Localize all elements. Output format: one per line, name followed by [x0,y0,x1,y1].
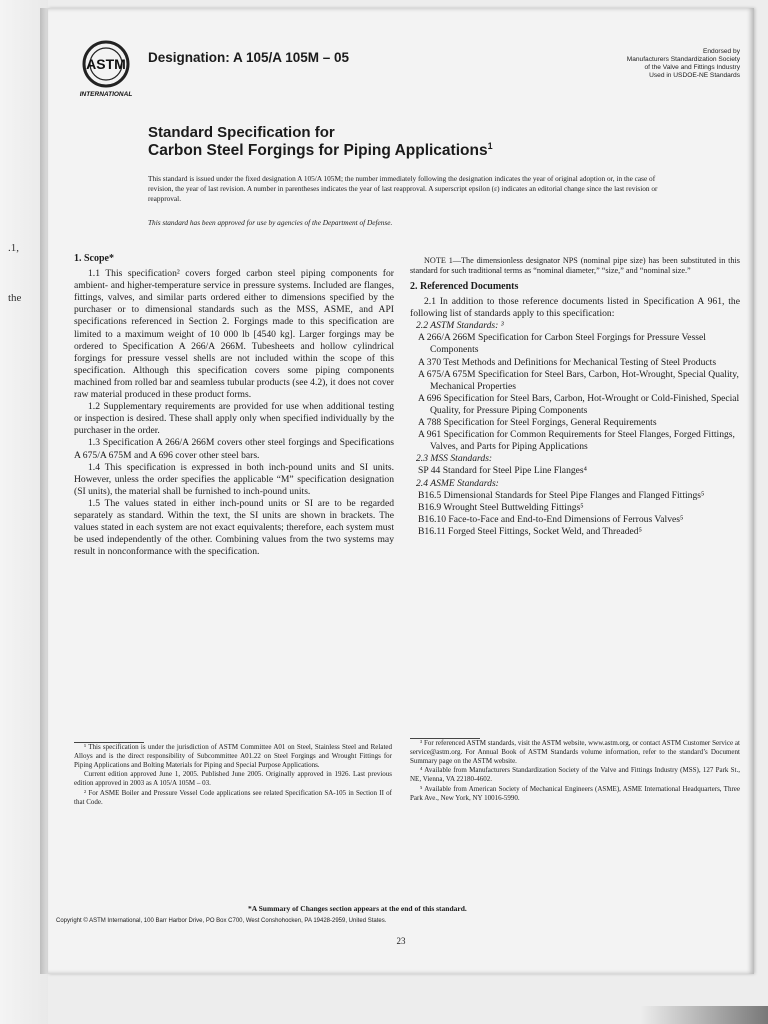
paragraph: 1.3 Specification A 266/A 266M covers other steel forgings and Specifications A 675/A 675M and A 696 cover other steel bars. [74,437,394,461]
dod-approval-notice: This standard has been approved for use by agencies of the Department of Defense. [148,218,393,227]
reference-item: A 961 Specification for Common Requirements for Steel Flanges, Forged Fittings, Valves, and Parts for Piping Applications [418,429,735,453]
designation: Designation: A 105/A 105M – 05 [148,50,350,65]
scanner-edge-shadow [640,1006,768,1024]
subheading-astm: 2.2 ASTM Standards: ³ [416,320,504,332]
document-page [48,8,754,974]
footnote: ² For ASME Boiler and Pressure Vessel Code applications see related Specification SA-105 in Section II of that Code. [74,788,392,806]
reference-item: B16.5 Dimensional Standards for Steel Pipe Flanges and Flanged Fittings⁵ [418,489,705,501]
paragraph: 2.1 In addition to those reference documents listed in Specification A 961, the following list of standards apply to this specification: [410,296,740,320]
document-title: Carbon Steel Forgings for Piping Applications$^1$ [148,141,493,160]
subheading-mss: 2.3 MSS Standards: [416,453,493,465]
reference-item: SP 44 Standard for Steel Pipe Line Flanges⁴ [418,465,587,477]
paragraph: 1.1 This specification² covers forged carbon steel piping components for ambient- and higher-temperature service in pressure systems. Included are flanges, fittings, valves, and similar parts ordered either to dimensions specified by the purchaser or to dimensional standards such as the MSS, ASME, and API specifications referenced in Section 2. Forgings made to this specification are limited to a maximum weight of 10 000 lb [4540 kg]. Larger forgings may be ordered to Specification A 266/A 266M. Tubesheets and hollow cylindrical forgings for pressure vessel shells are not included within the scope of this specification. Although this specification covers some piping components machined from rolled bar and seamless tubular products (see 4.2), it does not cover raw material produced in these product forms. [74,268,394,401]
paragraph: 1.5 The values stated in either inch-pound units or SI are to be regarded separately as standard. Within the text, the SI units are shown in brackets. The values stated in each system are not exact equivalents; therefore, each system must be used independently of the other. Combining values from the two systems may result in nonconformance with the specification. [74,497,394,558]
reference-item: A 696 Specification for Steel Bars, Carbon, Hot-Wrought or Cold-Finished, Special Quality, for Pressure Piping Components [418,392,740,416]
margin-note: the [8,292,22,304]
reference-item: A 266/A 266M Specification for Carbon Steel Forgings for Pressure Vessel Components [418,332,706,356]
summary-notice: *A Summary of Changes section appears at the end of this standard. [248,904,467,913]
section-heading-references: 2. Referenced Documents [410,281,519,292]
reference-item: A 675/A 675M Specification for Steel Bars, Carbon, Hot-Wrought, Special Quality, Mechanical Properties [418,368,739,392]
section-heading-scope: 1. Scope* [74,253,114,264]
page-number: 23 [396,936,406,946]
paragraph: 1.2 Supplementary requirements are provided for use when additional testing or inspection is desired. These shall apply only when specified individually by the purchaser in the order. [74,401,394,437]
footnotes-left [74,742,392,808]
logo-text: ASTM [86,56,126,72]
reference-item: B16.10 Face-to-Face and End-to-End Dimensions of Ferrous Valves⁵ [418,513,684,525]
margin-note: .1, [8,242,19,254]
footnote: ⁵ Available from American Society of Mechanical Engineers (ASME), ASME International Headquarters, Three Park Ave., New York, NY 10016-5990. [410,784,740,802]
footnote: Current edition approved June 1, 2005. Published June 2005. Originally approved in 1926. Last previous edition approved in 2003 as A 105/A 105M – 03. [74,770,392,788]
subheading-asme: 2.4 ASME Standards: [416,477,499,489]
right-column [410,256,740,538]
issuance-notice: This standard is issued under the fixed designation A 105/A 105M; the number immediately following the designation indicates the year of original adoption or, in the case of revision, the year of last revision. A number in parentheses indicates the year of last reapproval. A superscript epsilon (ε) indicates an editorial change since the last revision or reapproval. [148,174,658,203]
footnotes-right [410,738,740,804]
footnote: ⁴ Available from Manufacturers Standardization Society of the Valve and Fittings Industry (MSS), 127 Park St., NE, Vienna, VA 22180-4602. [410,766,740,784]
logo-subtext: INTERNATIONAL [79,91,133,98]
copyright: Copyright © ASTM International, 100 Barr Harbor Drive, PO Box C700, West Conshohocken, PA 19428-2959, United States. [56,918,387,924]
footnote: ³ For referenced ASTM standards, visit the ASTM website, www.astm.org, or contact ASTM Customer Service at service@astm.org. For Annual Book of ASTM Standards volume information, refer to the standard’s Document Summary page on the ASTM website. [410,739,740,765]
reference-item: A 370 Test Methods and Definitions for Mechanical Testing of Steel Products [418,356,717,368]
reference-item: B16.11 Forged Steel Fittings, Socket Weld, and Threaded⁵ [418,525,642,537]
reference-item: B16.9 Wrought Steel Buttwelding Fittings⁵ [418,501,584,513]
title-line-1: Standard Specification for [148,124,335,141]
paragraph: 1.4 This specification is expressed in both inch-pound units and SI units. However, unless the order specifies the applicable “M” specification designation (SI units), the material shall be furnished to inch-pound units. [74,461,394,497]
endorsement: Endorsed by Manufacturers Standardization Society of the Valve and Fittings Industry Used in USDOE-NE Standards [626,48,740,79]
footnote: ¹ This specification is under the jurisdiction of ASTM Committee A01 on Steel, Stainless Steel and Related Alloys and is the direct responsibility of Subcommittee A01.22 on Steel Forgings and Wrought Fittings for Piping Applications and Bolting Materials for Piping and Special Purpose Applications. [74,743,392,769]
note-1: NOTE 1—The dimensionless designator NPS (nominal pipe size) has been substituted in this standard for such traditional terms as “nominal diameter,” “size,” and “nominal size.” [410,256,740,275]
astm-logo [77,38,135,100]
left-column [74,253,394,558]
reference-item: A 788 Specification for Steel Forgings, General Requirements [418,417,657,429]
